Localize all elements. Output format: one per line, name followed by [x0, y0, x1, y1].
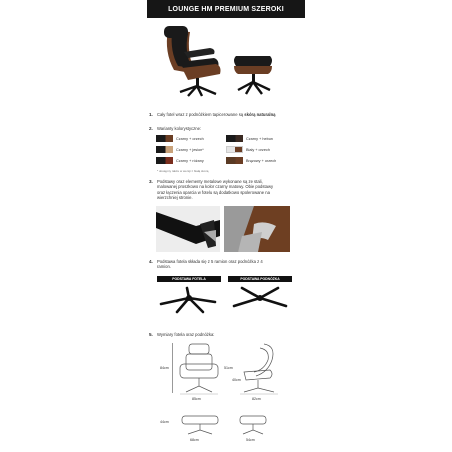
- section-4-line: ramion.: [157, 264, 171, 270]
- variant-item: [226, 157, 276, 164]
- chair-base-image: [157, 284, 221, 314]
- section-4-number: 4.: [149, 259, 153, 264]
- section-4-text: [157, 259, 307, 270]
- base-chair-label: PODSTAWA FOTELA: [157, 276, 221, 282]
- page-title: LOUNGE HM PREMIUM SZEROKI: [147, 0, 305, 18]
- section-3-line: malowanej proszkowo na kolor czarny matowy. Obie podstawy: [157, 184, 274, 190]
- section-2-number: 2.: [149, 126, 153, 131]
- dim-ottoman-depth: 54cm: [246, 438, 255, 442]
- chair-front-drawing: [176, 342, 222, 396]
- section-2-title: Warianty kolorystyczne:: [157, 126, 202, 131]
- variant-label: Czarny + orzech: [176, 136, 204, 141]
- section-1-text: [157, 112, 307, 117]
- variant-item: [156, 135, 204, 142]
- variant-swatch: [226, 146, 243, 153]
- variant-note: * dostępny także w wersji z białą skórą: [157, 169, 209, 173]
- dim-seat-height: 51cm: [224, 366, 233, 370]
- section-3-line: wierzchniej stronie.: [157, 195, 193, 201]
- dim-ottoman-width: 68cm: [190, 438, 199, 442]
- ottoman-base-image: [228, 284, 292, 314]
- variant-item: [156, 157, 204, 164]
- variant-item: [156, 146, 204, 153]
- chair-side-drawing: [236, 342, 282, 396]
- base-ottoman-label: PODSTAWA PODNÓŻKA: [228, 276, 292, 282]
- section-1-text-plain: Cały fotel wraz z podnóżkiem tapicerowane są: [157, 112, 245, 117]
- section-5-number: 5.: [149, 332, 153, 337]
- variant-label: Czarny + różany: [176, 158, 204, 163]
- variant-swatch: [156, 135, 173, 142]
- variant-swatch: [156, 146, 173, 153]
- variant-label: Biały + orzech: [246, 147, 270, 152]
- variant-swatch: [156, 157, 173, 164]
- variant-swatch: [226, 157, 243, 164]
- dim-depth: 82cm: [252, 397, 261, 401]
- variant-label: Czarny + hebun: [246, 136, 273, 141]
- dim-width: 85cm: [192, 397, 201, 401]
- section-1-text-bold: skórą naturalną: [244, 112, 276, 117]
- variant-item: [226, 135, 273, 142]
- dim-ottoman-height: 44cm: [160, 420, 169, 424]
- variant-label: Brązowy + orzech: [246, 158, 277, 163]
- ottoman-side-drawing: [238, 414, 268, 436]
- ottoman-front-drawing: [180, 414, 220, 436]
- section-1-number: 1.: [149, 112, 153, 117]
- variant-label: Czarny + jesion*: [176, 147, 204, 152]
- height-dimension-line: [172, 343, 175, 393]
- section-5-title: Wymiary fotela oraz podnóżka:: [157, 332, 215, 337]
- dim-height: 84cm: [160, 366, 169, 370]
- section-3-line: oraz łączenia oparcia w fotelu są dodatkowo spolerowane na: [157, 189, 270, 195]
- section-3-line: Podstawy oraz elementy metalowe wykonane są ze stali,: [157, 179, 263, 184]
- variant-item: [226, 146, 270, 153]
- metal-detail-photo-2: [224, 206, 290, 252]
- metal-detail-photo-1: [156, 206, 220, 252]
- dim-seat-depth: 40cm: [232, 378, 241, 382]
- variant-swatch: [226, 135, 243, 142]
- hero-chair-image: [150, 22, 300, 100]
- section-4-line: Podstawa fotela składa się z 5 ramion oraz podnóżka z 4: [157, 259, 263, 264]
- section-3-number: 3.: [149, 179, 153, 184]
- section-3-text: [157, 179, 307, 201]
